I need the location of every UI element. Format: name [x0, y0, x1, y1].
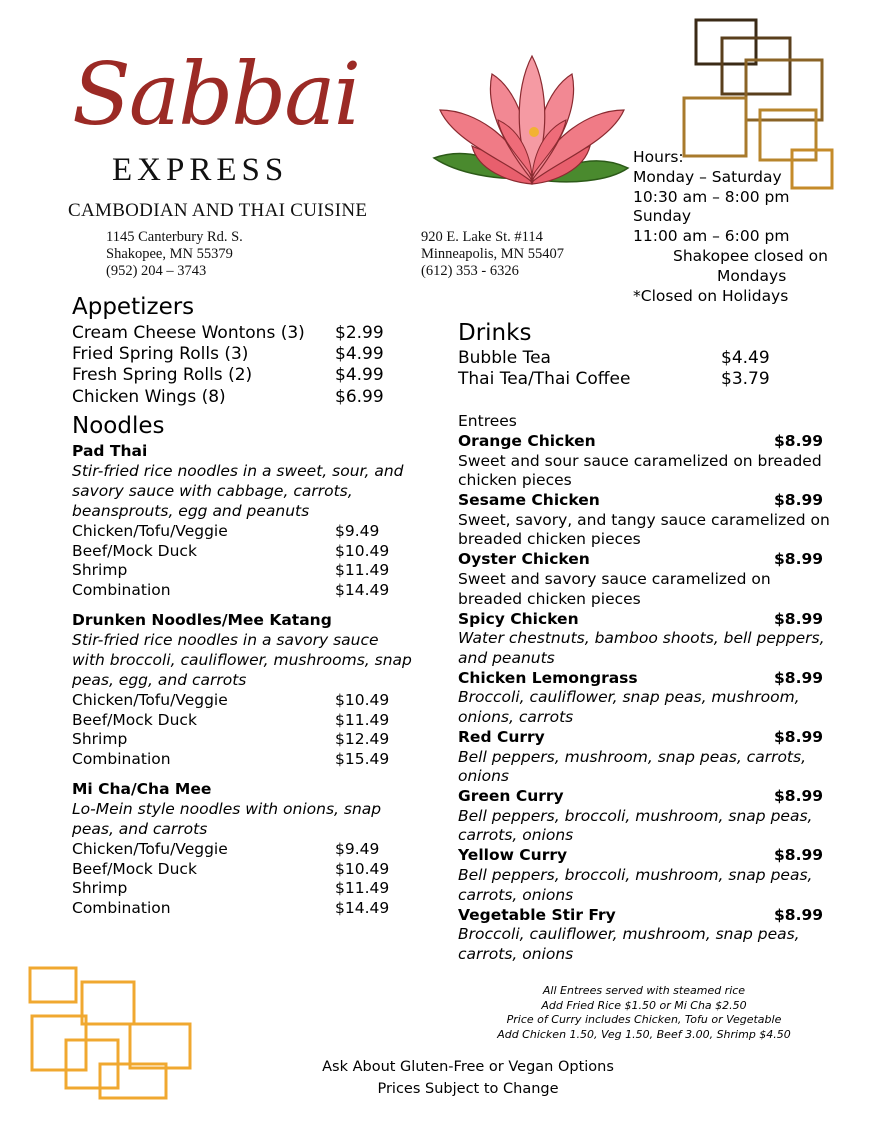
option-name: Beef/Mock Duck	[72, 860, 197, 878]
address-shakopee	[106, 229, 243, 280]
option-name: Chicken/Tofu/Veggie	[72, 522, 228, 540]
entree-price: $8.99	[774, 846, 824, 865]
entree-price: $8.99	[774, 728, 824, 746]
entree-description: Bell peppers, mushroom, snap peas, carrots, onions	[458, 747, 807, 786]
appetizers-title: Appetizers	[72, 294, 195, 320]
dish-option	[72, 840, 380, 858]
entree-description: Bell peppers, broccoli, mushroom, snap peas, carrots, onions	[458, 865, 813, 904]
option-name: Beef/Mock Duck	[72, 711, 197, 729]
entree-name: Orange Chicken	[458, 432, 596, 450]
item-name: Bubble Tea	[458, 348, 551, 368]
item-price: $4.99	[335, 365, 384, 385]
option-name: Shrimp	[72, 730, 128, 748]
dish-option	[72, 561, 390, 579]
address-minneapolis	[421, 229, 564, 280]
entree-description: Sweet and sour sauce caramelized on breaded chicken pieces	[458, 451, 822, 490]
footer-line: Prices Subject to Change	[377, 1081, 559, 1097]
dish-description: Stir-fried rice noodles in a savory sauce with broccoli, cauliflower, mushrooms, snap peas, egg, and carrots	[72, 631, 412, 689]
option-name: Combination	[72, 581, 171, 599]
dish-option	[72, 879, 390, 897]
option-price: $12.49	[335, 730, 390, 748]
option-price: $11.49	[335, 711, 390, 729]
item-name: Fresh Spring Rolls (2)	[72, 365, 253, 385]
lotus-flower-icon	[428, 50, 638, 198]
option-price: $10.49	[335, 542, 390, 560]
entree-name: Red Curry	[458, 728, 545, 746]
entree-name: Sesame Chicken	[458, 491, 600, 510]
address-phone[interactable]: (952) 204 – 3743	[106, 263, 207, 279]
dish-name: Drunken Noodles/Mee Katang	[72, 611, 332, 629]
item-name: Fried Spring Rolls (3)	[72, 344, 249, 364]
item-name: Cream Cheese Wontons (3)	[72, 323, 305, 343]
dish-option	[72, 581, 390, 599]
entree-notes	[474, 984, 814, 1042]
hours-line: 10:30 am – 8:00 pm	[633, 187, 790, 206]
item-price: $6.99	[335, 387, 384, 407]
dish-option	[72, 522, 380, 540]
option-price: $10.49	[335, 691, 390, 709]
entree-price: $8.99	[774, 787, 824, 806]
option-price: $11.49	[335, 561, 390, 579]
item-price: $2.99	[335, 323, 384, 343]
dish-description: Lo-Mein style noodles with onions, snap peas, and carrots	[72, 800, 382, 838]
note-line: Price of Curry includes Chicken, Tofu or Vegetable	[506, 1013, 782, 1026]
menu-item	[72, 344, 384, 364]
hours-line: Shakopee closed on	[673, 246, 828, 265]
entree-description: Sweet and savory sauce caramelized on breaded chicken pieces	[458, 569, 771, 608]
entree-name: Spicy Chicken	[458, 609, 579, 628]
option-name: Shrimp	[72, 561, 128, 579]
note-line: All Entrees served with steamed rice	[542, 984, 746, 997]
address-line1: 920 E. Lake St. #114	[421, 229, 543, 245]
hours-line: *Closed on Holidays	[633, 286, 789, 305]
entree-price: $8.99	[774, 491, 824, 510]
hours-line: Monday – Saturday	[633, 167, 782, 186]
entree-name: Chicken Lemongrass	[458, 668, 638, 687]
entree-price: $8.99	[774, 668, 824, 687]
menu-item	[72, 365, 384, 385]
entree-description: Bell peppers, broccoli, mushroom, snap peas, carrots, onions	[458, 806, 813, 845]
option-price: $15.49	[335, 750, 390, 768]
menu-item	[458, 369, 770, 389]
menu-item	[72, 323, 384, 343]
option-name: Combination	[72, 750, 171, 768]
entree-price: $8.99	[774, 550, 824, 569]
item-price: $4.99	[335, 344, 384, 364]
dish-option	[72, 542, 390, 560]
entree-price: $8.99	[774, 905, 824, 924]
entree-name: Vegetable Stir Fry	[458, 905, 616, 924]
item-price: $4.49	[721, 348, 770, 368]
entree-name: Oyster Chicken	[458, 550, 590, 569]
address-phone[interactable]: (612) 353 - 6326	[421, 263, 519, 279]
footer	[268, 1056, 668, 1100]
option-name: Chicken/Tofu/Veggie	[72, 840, 228, 858]
option-price: $9.49	[335, 840, 380, 858]
entree-description: Broccoli, cauliflower, snap peas, mushroom, onions, carrots	[458, 688, 800, 727]
address-line1: 1145 Canterbury Rd. S.	[106, 229, 243, 245]
entree-description: Broccoli, cauliflower, mushroom, snap peas, carrots, onions	[458, 925, 800, 963]
entrees-title: Entrees	[458, 412, 517, 430]
dish-option	[72, 899, 390, 917]
menu-item	[458, 348, 770, 368]
note-line: Add Chicken 1.50, Veg 1.50, Beef 3.00, Shrimp $4.50	[497, 1027, 791, 1041]
item-price: $3.79	[721, 369, 770, 389]
entree-description: Water chestnuts, bamboo shoots, bell peppers, and peanuts	[458, 629, 825, 667]
dish-option	[72, 711, 390, 729]
entree-price: $8.99	[774, 432, 824, 450]
entree-price: $8.99	[774, 609, 824, 628]
dish-name: Mi Cha/Cha Mee	[72, 780, 212, 798]
menu-item	[72, 387, 384, 407]
option-price: $14.49	[335, 899, 390, 917]
hours-label: Hours:	[633, 148, 684, 166]
note-line: Add Fried Rice $1.50 or Mi Cha $2.50	[541, 998, 747, 1012]
noodles-title: Noodles	[72, 413, 165, 439]
brand-logo-script: Sabbai	[72, 45, 360, 145]
entree-name: Yellow Curry	[458, 846, 568, 865]
hours-block	[633, 148, 828, 306]
brand-logo-express: EXPRESS	[112, 152, 289, 188]
option-name: Beef/Mock Duck	[72, 542, 197, 560]
item-name: Chicken Wings (8)	[72, 387, 226, 407]
option-name: Combination	[72, 899, 171, 917]
dish-option	[72, 750, 390, 768]
dish-option	[72, 860, 390, 878]
option-name: Chicken/Tofu/Veggie	[72, 691, 228, 709]
address-line2: Minneapolis, MN 55407	[421, 246, 564, 262]
dish-option	[72, 730, 390, 748]
hours-line: 11:00 am – 6:00 pm	[633, 227, 790, 246]
cuisine-tagline: CAMBODIAN AND THAI CUISINE	[68, 200, 368, 221]
address-line2: Shakopee, MN 55379	[106, 246, 233, 262]
option-name: Shrimp	[72, 879, 128, 897]
option-price: $11.49	[335, 879, 390, 897]
option-price: $9.49	[335, 522, 380, 540]
entree-description: Sweet, savory, and tangy sauce caramelized on breaded chicken pieces	[458, 510, 830, 549]
dish-description: Stir-fried rice noodles in a sweet, sour, and savory sauce with cabbage, carrots, beansprouts, egg and peanuts	[72, 462, 404, 520]
item-name: Thai Tea/Thai Coffee	[458, 369, 631, 389]
drinks-title: Drinks	[458, 320, 532, 346]
dish-option	[72, 691, 390, 709]
dish-name: Pad Thai	[72, 442, 148, 460]
footer-line: Ask About Gluten-Free or Vegan Options	[322, 1059, 614, 1075]
option-price: $14.49	[335, 581, 390, 599]
hours-line: Mondays	[717, 266, 787, 285]
hours-line: Sunday	[633, 207, 691, 226]
option-price: $10.49	[335, 860, 390, 878]
entree-name: Green Curry	[458, 787, 564, 806]
